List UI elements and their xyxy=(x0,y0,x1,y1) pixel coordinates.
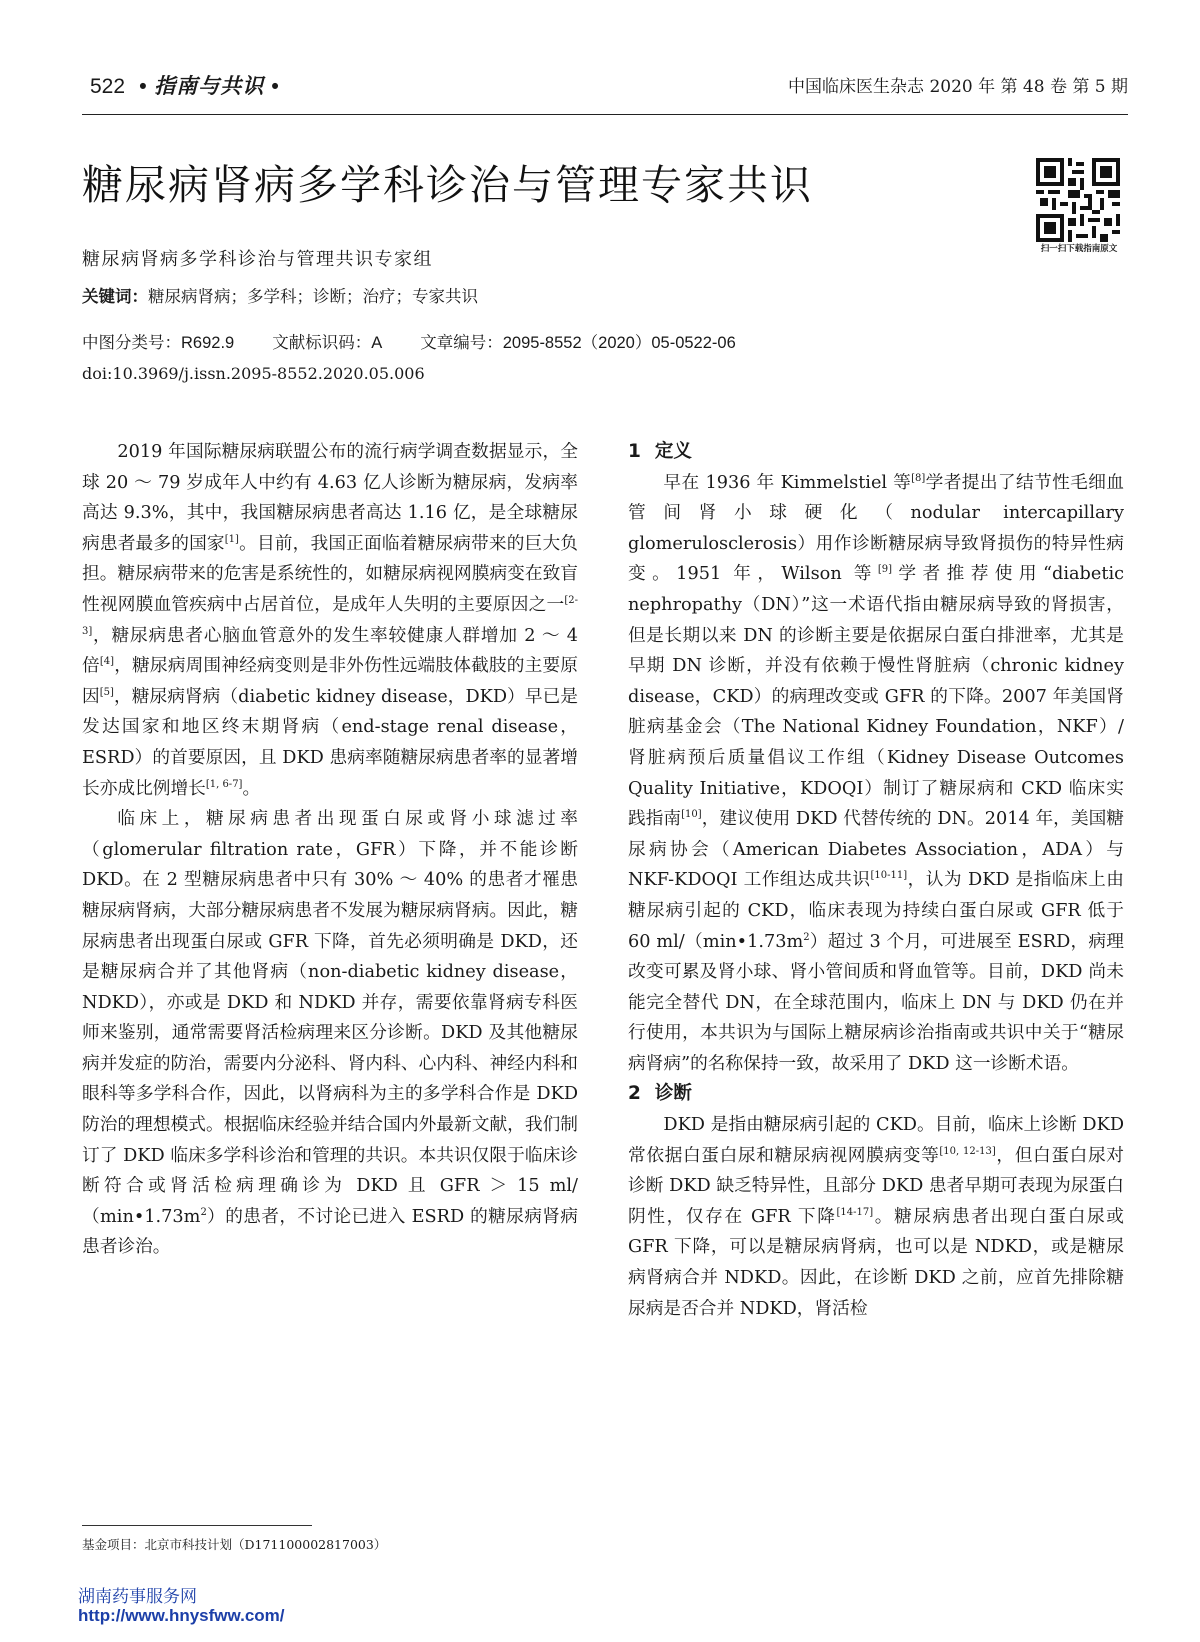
citation[interactable]: [8] xyxy=(911,472,926,484)
keywords-text: 糖尿病肾病；多学科；诊断；治疗；专家共识 xyxy=(148,288,478,306)
citation[interactable]: [1] xyxy=(224,533,239,545)
article-number: 文章编号：2095-8552（2020）05-0522-06 xyxy=(420,334,736,352)
qr-caption: 扫一扫下载指南原文 xyxy=(1040,243,1118,253)
paragraph-definition: 早在 1936 年 Kimmelstiel 等[8]学者提出了结节性毛细血管间肾小球硬化（nodular intercapillary glomerulosclerosis）用作诊断糖尿病导致肾损伤的特异性病变。1951 年，Wilson 等[9]学者推荐使用“diabetic nephropathy（DN）”这一术语代指由糖尿病导致的肾损害，但是长期以来 DN 的诊断主要是依据尿白蛋白排泄率，尤其是早期 DN 诊断，并没有依赖于慢性肾脏病（chronic kidney disease，CKD）的病理改变或 GFR 的下降。2007 年美国肾脏病基金会（The National Kidney Foundation，NKF）/ 肾脏病预后质量倡议工作组（Kidney Disease Outcomes Quality Initiative，KDOQI）制订了糖尿病和 CKD 临床实践指南[10]，建议使用 DKD 代替传统的 DN。2014 年，美国糖尿病协会（American Diabetes Association，ADA）与 NKF-KDOQI 工作组达成共识[10-11]，认为 DKD 是指临床上由糖尿病引起的 CKD，临床表现为持续白蛋白尿或 GFR 低于 60 $ml/(\min•1.73m^2)$超过 3 个月，可进展至 ESRD，病理改变可累及肾小球、肾小管间质和肾血管等。目前，DKD 尚未能完全替代 DN，在全球范围内，临床上 DN 与 DKD 仍在并行使用，本共识为与国际上糖尿病诊治指南或共识中关于“糖尿病肾病”的名称保持一致，故采用了 DKD 这一诊断术语。 xyxy=(628,472,1125,1074)
funding-footnote: 基金项目：北京市科技计划（D171100002817003） xyxy=(82,1537,387,1552)
header-left xyxy=(90,70,279,100)
paragraph-diagnosis: DKD 是指由糖尿病引起的 CKD。目前，临床上诊断 DKD 常依据白蛋白尿和糖尿病视网膜病变等[10, 12-13]，但白蛋白尿对诊断 DKD 缺乏特异性，且部分 DKD 患者早期可表现为尿蛋白阴性，仅存在 GFR 下降[14-17]。糖尿病患者出现白蛋白尿或 GFR 下降，可以是糖尿病肾病，也可以是 NDKD，或是糖尿病肾病合并 NDKD。因此，在诊断 DKD 之前，应首先排除糖尿病是否合并 NDKD，肾活检 xyxy=(628,1115,1124,1319)
right-column xyxy=(628,437,1124,1324)
running-header xyxy=(82,68,1128,115)
citation[interactable]: [5] xyxy=(99,686,114,698)
paragraph-intro-2: 临床上，糖尿病患者出现蛋白尿或肾小球滤过率（glomerular filtration rate，GFR）下降，并不能诊断 DKD。在 2 型糖尿病患者中只有 30% ～ 40% 的患者才罹患糖尿病肾病，大部分糖尿病患者不发展为糖尿病肾病。因此，糖尿病患者出现蛋白尿或 GFR 下降，首先必须明确是 DKD，还是糖尿病合并了其他肾病（non-diabetic kidney disease，NDKD），亦或是 DKD 和 NDKD 并存，需要依靠肾病专科医师来鉴别，通常需要肾活检病理来区分诊断。DKD 及其他糖尿病并发症的防治，需要内分泌科、肾内科、心内科、神经内科和眼科等多学科合作，因此，以肾病科为主的多学科合作是 DKD 防治的理想模式。根据临床经验并结合国内外最新文献，我们制订了 DKD 临床多学科诊治和管理的共识。本共识仅限于临床诊断符合或肾活检病理确诊为 DKD 且 GFR ＞ 15 $ml/(\min•1.73m^2)$的患者，不讨论已进入 ESRD 的糖尿病肾病患者诊治。 xyxy=(82,809,578,1258)
citation[interactable]: [1, 6-7] xyxy=(205,778,243,790)
clc-number: 中图分类号：R692.9 xyxy=(82,334,235,352)
footnote-divider xyxy=(82,1525,312,1526)
section-heading-diagnosis: 2 诊断 xyxy=(628,1083,692,1105)
watermark-url-link[interactable]: http://www.hnysfww.com/ xyxy=(78,1606,285,1625)
left-column xyxy=(82,437,578,1263)
section-label: • 指南与共识 • xyxy=(139,75,280,98)
citation[interactable]: [4] xyxy=(99,656,115,668)
citation[interactable]: [2-3] xyxy=(82,595,578,637)
citation[interactable]: [10] xyxy=(681,809,702,821)
citation[interactable]: [10-11] xyxy=(870,870,908,882)
doi[interactable]: doi:10.3969/j.issn.2095-8552.2020.05.006 xyxy=(82,364,425,383)
superscript: 2 xyxy=(200,1206,207,1218)
citation[interactable]: [14-17] xyxy=(836,1206,874,1218)
superscript: 2 xyxy=(803,931,810,943)
journal-info: 中国临床医生杂志 2020 年 第 48 卷 第 5 期 xyxy=(788,77,1128,97)
article-title: 糖尿病肾病多学科诊治与管理专家共识 xyxy=(82,161,813,209)
keywords-label: 关键词： xyxy=(82,288,148,306)
author-group: 糖尿病肾病多学科诊治与管理共识专家组 xyxy=(82,249,433,270)
qr-code-icon[interactable] xyxy=(1036,158,1120,242)
citation[interactable]: [10, 12-13] xyxy=(939,1145,996,1157)
keywords xyxy=(82,283,478,307)
watermark-site-name: 湖南药事服务网 xyxy=(78,1587,197,1607)
paragraph-intro-1: 2019 年国际糖尿病联盟公布的流行病学调查数据显示，全球 20 ～ 79 岁成年人中约有 4.63 亿人诊断为糖尿病，发病率高达 9.3%，其中，我国糖尿病患者高达 1.16 亿，是全球糖尿病患者最多的国家[1]。目前，我国正面临着糖尿病带来的巨大负担。糖尿病带来的危害是系统性的，如糖尿病视网膜病变在致盲性视网膜血管疾病中占居首位，是成年人失明的主要原因之一[2-3]，糖尿病患者心脑血管意外的发生率较健康人群增加 2 ～ 4 倍[4]，糖尿病周围神经病变则是非外伤性远端肢体截肢的主要原因[5]，糖尿病肾病（diabetic kidney disease，DKD）早已是发达国家和地区终末期肾病（end-stage renal disease，ESRD）的首要原因，且 DKD 患病率随糖尿病患者率的显著增长亦成比例增长[1, 6-7]。 xyxy=(82,442,578,799)
document-code: 文献标识码：A xyxy=(272,334,383,352)
classification-line xyxy=(82,329,774,353)
citation[interactable]: [9] xyxy=(877,564,893,576)
section-heading-definition: 1 定义 xyxy=(628,441,692,462)
page-number: 522 xyxy=(90,75,126,98)
